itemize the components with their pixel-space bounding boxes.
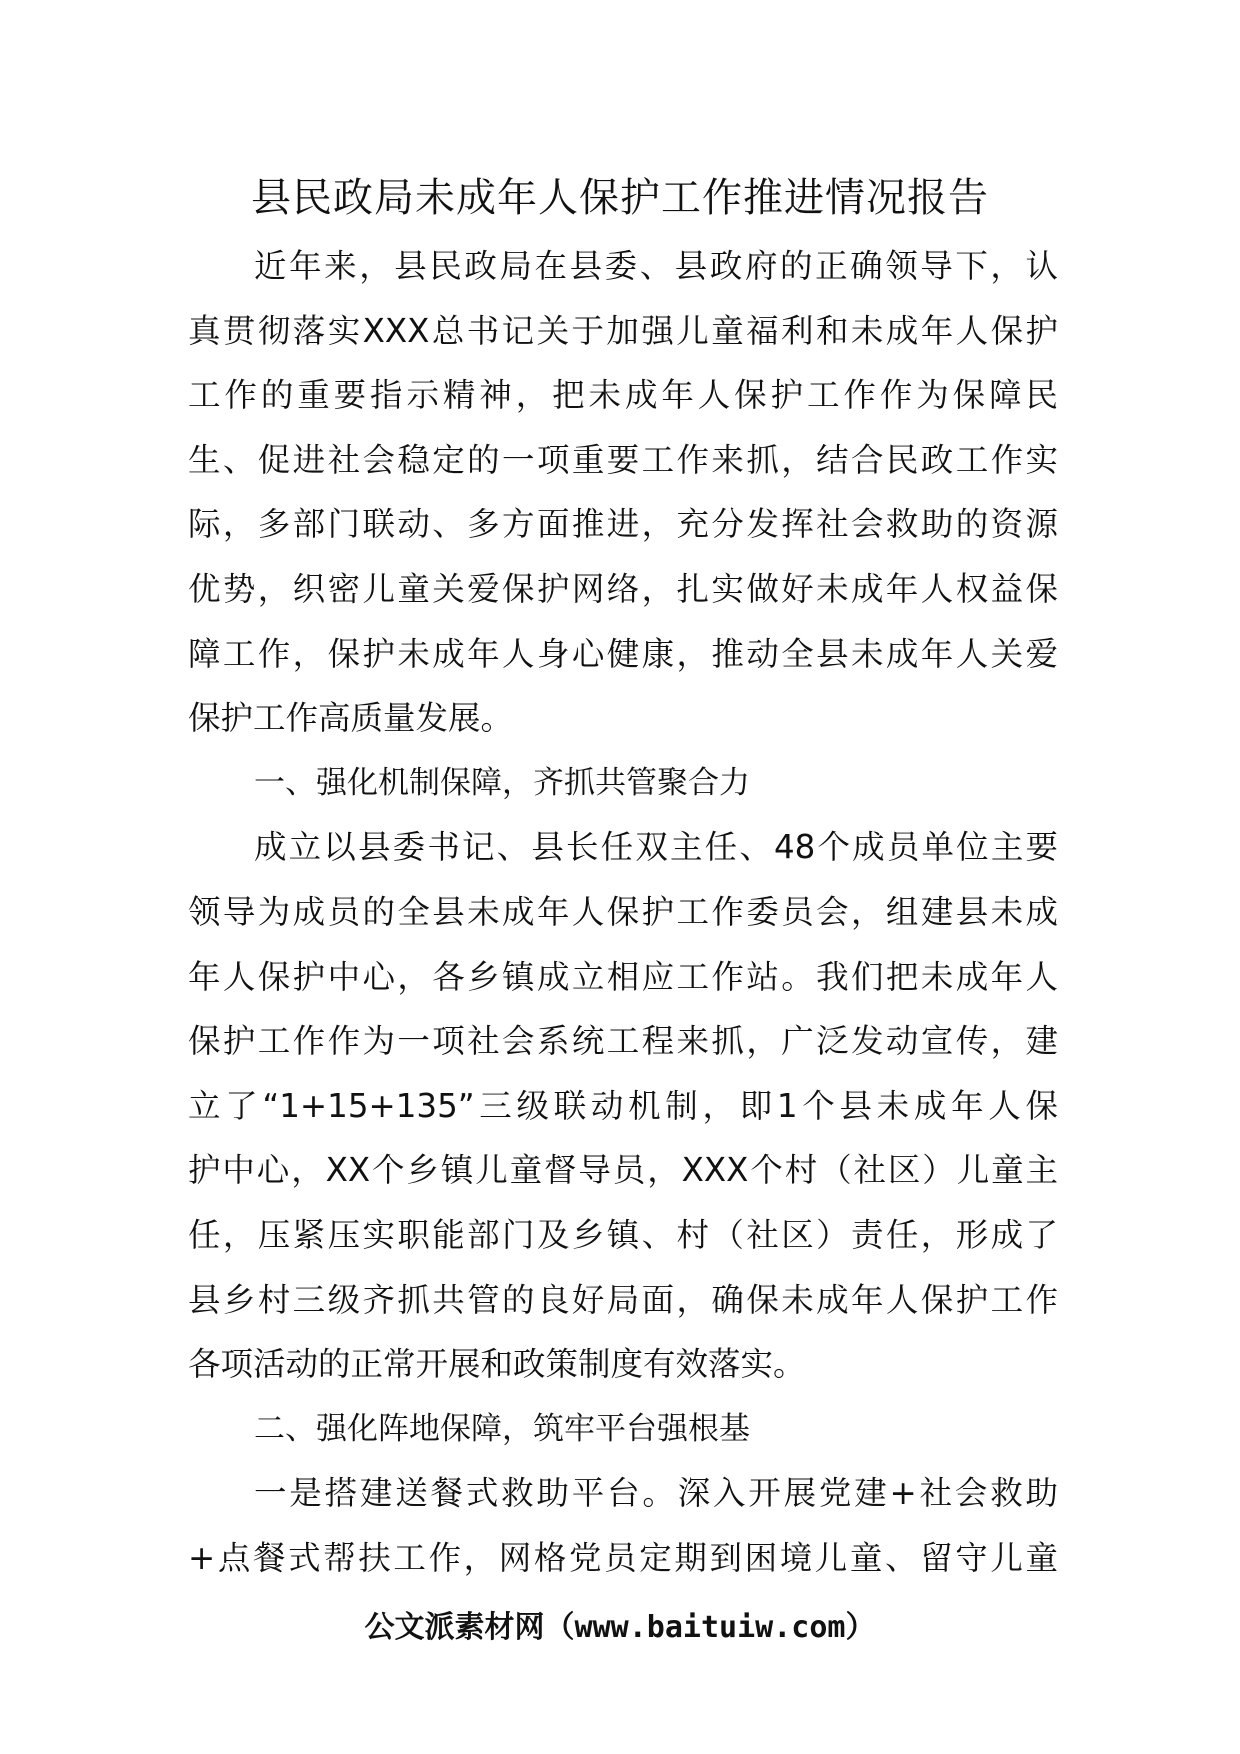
paragraph-line: 生、促进社会稳定的一项重要工作来抓，结合民政工作实	[188, 440, 1058, 479]
document-title: 县民政局未成年人保护工作推进情况报告	[251, 175, 989, 221]
paragraph-line: 县乡村三级齐抓共管的良好局面，确保未成年人保护工作	[188, 1280, 1058, 1319]
paragraph-line: 领导为成员的全县未成年人保护工作委员会，组建县未成	[188, 892, 1058, 931]
paragraph-line: 年人保护中心，各乡镇成立相应工作站。我们把未成年人	[188, 957, 1058, 996]
paragraph-line: 各项活动的正常开展和政策制度有效落实。	[188, 1345, 806, 1384]
footer-watermark	[0, 1606, 1240, 1650]
paragraph-line: 立了“1+15+135”三级联动机制，即1个县未成年人保	[188, 1086, 1058, 1125]
document-body	[188, 234, 1058, 1590]
paragraph-line: 护中心，XX个乡镇儿童督导员，XXX个村（社区）儿童主	[188, 1151, 1058, 1190]
paragraph-line: 保护工作作为一项社会系统工程来抓，广泛发动宣传，建	[188, 1022, 1058, 1061]
paragraph-line: 工作的重要指示精神，把未成年人保护工作作为保障民	[188, 376, 1058, 415]
footer-url: （www.baituiw.com）	[544, 1610, 876, 1645]
paragraph-line: 一是搭建送餐式救助平台。深入开展党建+社会救助	[254, 1474, 1058, 1513]
section-heading-1: 一、强化机制保障，齐抓共管聚合力	[254, 764, 750, 801]
paragraph-line: 任，压紧压实职能部门及乡镇、村（社区）责任，形成了	[188, 1215, 1058, 1254]
paragraph-line: 近年来，县民政局在县委、县政府的正确领导下，认	[254, 247, 1058, 285]
paragraph-line: 优势，织密儿童关爱保护网络，扎实做好未成年人权益保	[188, 569, 1058, 608]
paragraph-line: 际，多部门联动、多方面推进，充分发挥社会救助的资源	[188, 505, 1058, 544]
paragraph-line: 保护工作高质量发展。	[188, 699, 514, 738]
paragraph-line: 真贯彻落实XXX总书记关于加强儿童福利和未成年人保护	[188, 311, 1058, 350]
footer-site-name: 公文派素材网	[364, 1610, 545, 1645]
paragraph-line: 成立以县委书记、县长任双主任、48个成员单位主要	[254, 828, 1058, 867]
paragraph-line: 障工作，保护未成年人身心健康，推动全县未成年人关爱	[188, 634, 1058, 673]
paragraph-line: +点餐式帮扶工作，网格党员定期到困境儿童、留守儿童	[188, 1538, 1058, 1577]
section-heading-2: 二、强化阵地保障，筑牢平台强根基	[254, 1410, 750, 1447]
